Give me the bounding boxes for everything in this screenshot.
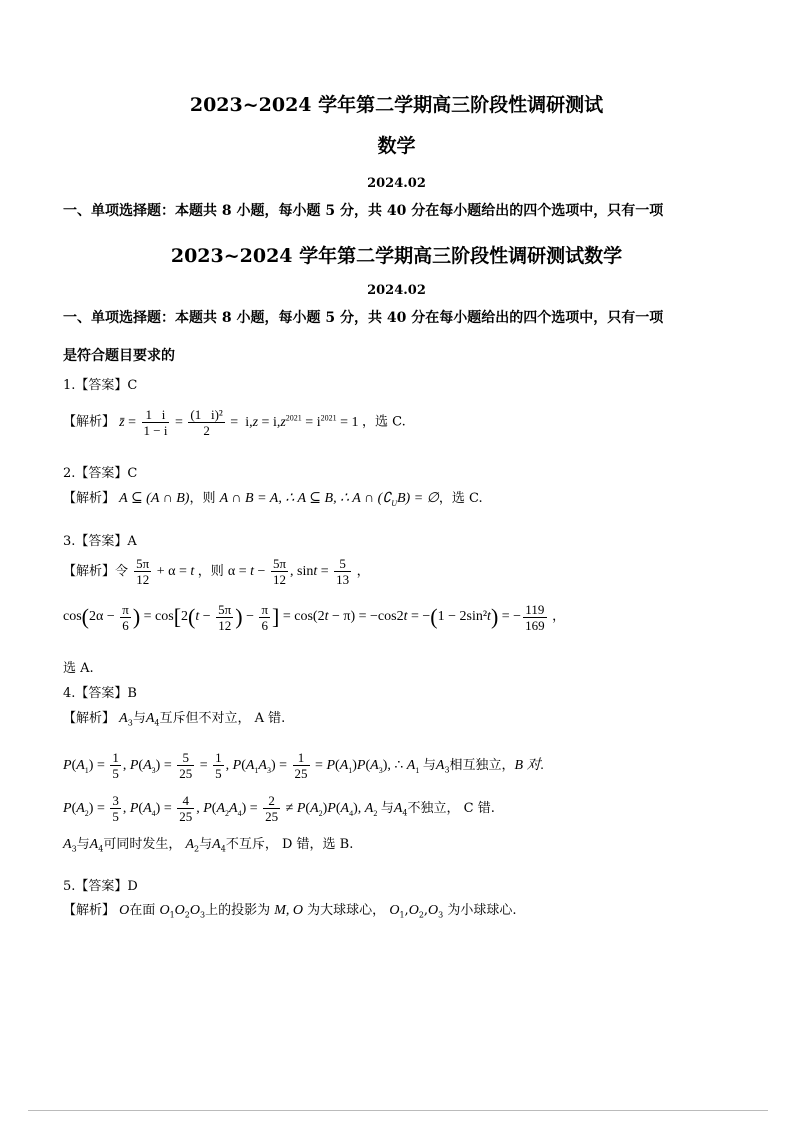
q1-answer: 1.【答案】C — [63, 378, 138, 393]
q4-formula-1: $P(A_1)$ = $\frac{1}{5}$ , $P(A_3)$ = $\frac{5}{25}$ = $\frac{1}{5}$ , $P(A_1A_3)$ = $\frac{1}{25}$ = $P(A_1)P(A_3)$, ∴ $A_1$ — [63, 750, 420, 782]
q4-analysis-line3: $P(A_2)$ = $\frac{3}{5}$ , $P(A_4)$ = $\frac{4}{25}$ , $P(A_2A_4)$ = $\frac{2}{25}$ ≠ $P(A_2)P(A_4)$, $A_2$ 与$A_4$不独立， C 错. — [63, 793, 495, 825]
q3-conclusion: 选 A. — [63, 661, 94, 676]
q3-formula-2: α = t − $\frac{5\pi}{12}$ , sint = $\frac{5}{13}$ — [227, 556, 350, 588]
q3-answer: 3.【答案】A — [63, 534, 137, 549]
document-title: 2023~2024 学年第二学期高三阶段性调研测试 — [189, 94, 604, 116]
subject-title: 数学 — [377, 135, 416, 157]
page-bottom-rule — [28, 1110, 768, 1111]
q5-answer: 5.【答案】D — [63, 879, 138, 894]
document-title-repeat: 2023~2024 学年第二学期高三阶段性调研测试数学 — [170, 245, 623, 267]
q3-analysis-line2: cos(2α − $\frac{\pi}{6}$ ) = cos[2(t − $\frac{5\pi}{12}$ ) − $\frac{\pi}{6}$ ] = cos(2t − π) = −cos2t = −(1 − 2sin²t) = − $\frac{119}{169}$ ， — [63, 601, 566, 633]
section-heading: 一、单项选择题：本题共 8 小题，每小题 5 分，共 40 分在每小题给出的四个选项中，只有一项 — [63, 203, 664, 219]
q2-formula: A ⊆ (A ∩ B) — [119, 491, 190, 506]
q4-answer: 4.【答案】B — [63, 686, 137, 701]
q4-analysis-line2: $P(A_1)$ = $\frac{1}{5}$ , $P(A_3)$ = $\frac{5}{25}$ = $\frac{1}{5}$ , $P(A_1A_3)$ = $\frac{1}{25}$ = $P(A_1)P(A_3)$, ∴ $A_1$ 与$A_3$相互独立，B 对. — [63, 750, 545, 782]
q3-analysis-line1: 【解析】令 $\frac{5\pi}{12}$ + α = t ，则 α = t − $\frac{5\pi}{12}$ , sint = $\frac{5}{13}$ ， — [63, 556, 370, 588]
exam-date-repeat: 2024.02 — [367, 283, 426, 298]
q1-formula: z̄ = $\frac{1 i}{1 - i}$ = $\frac{\text{(1 i)²}}{2}$ = $i,z = i,z^{2021} = i^{2021} = 1$ — [119, 406, 362, 438]
q3-formula-3: cos(2α − $\frac{\pi}{6}$ ) = cos[2(t − $\frac{5\pi}{12}$ ) − $\frac{\pi}{6}$ ] = cos(2t − π) = −cos2t = −(1 − 2sin²t) = − $\frac{119}{169}$ — [63, 601, 545, 633]
q3-formula-1: $\frac{5\pi}{12}$ + α = t — [136, 556, 195, 588]
q1-analysis: 【解析】 z̄ = $\frac{1 i}{1 - i}$ = $\frac{\text{(1 i)²}}{2}$ = $i,z = i,z^{2021} = i^{2021} = 1$ ，选 C. — [63, 406, 406, 438]
section-heading-repeat: 一、单项选择题：本题共 8 小题，每小题 5 分，共 40 分在每小题给出的四个选项中，只有一项 — [63, 310, 664, 326]
q4-formula-2: $P(A_2)$ = $\frac{3}{5}$ , $P(A_4)$ = $\frac{4}{25}$ , $P(A_2A_4)$ = $\frac{2}{25}$ ≠ $P(A_2)P(A_4)$, $A_2$ — [63, 793, 378, 825]
q4-analysis-line1: 【解析】 $A_3$与$A_4$互斥但不对立， A 错. — [63, 711, 286, 728]
exam-date: 2024.02 — [367, 176, 426, 191]
section-heading-continued: 是符合题目要求的 — [63, 348, 175, 364]
q2-answer: 2.【答案】C — [63, 466, 138, 481]
q2-analysis: 【解析】 A ⊆ (A ∩ B)，则 A ∩ B = A, ∴ A ⊆ B, ∴ A ∩ $(∁_UB)$ = ∅，选 C. — [63, 491, 483, 508]
q5-analysis: 【解析】 O在面 $O_1O_2O_3$上的投影为 M, O 为大球球心， $O_1,O_2,O_3$ 为小球球心. — [63, 903, 517, 920]
q4-analysis-line4: $A_3$与$A_4$可同时发生， $A_2$与$A_4$不互斥， D 错，选 B. — [63, 837, 354, 854]
